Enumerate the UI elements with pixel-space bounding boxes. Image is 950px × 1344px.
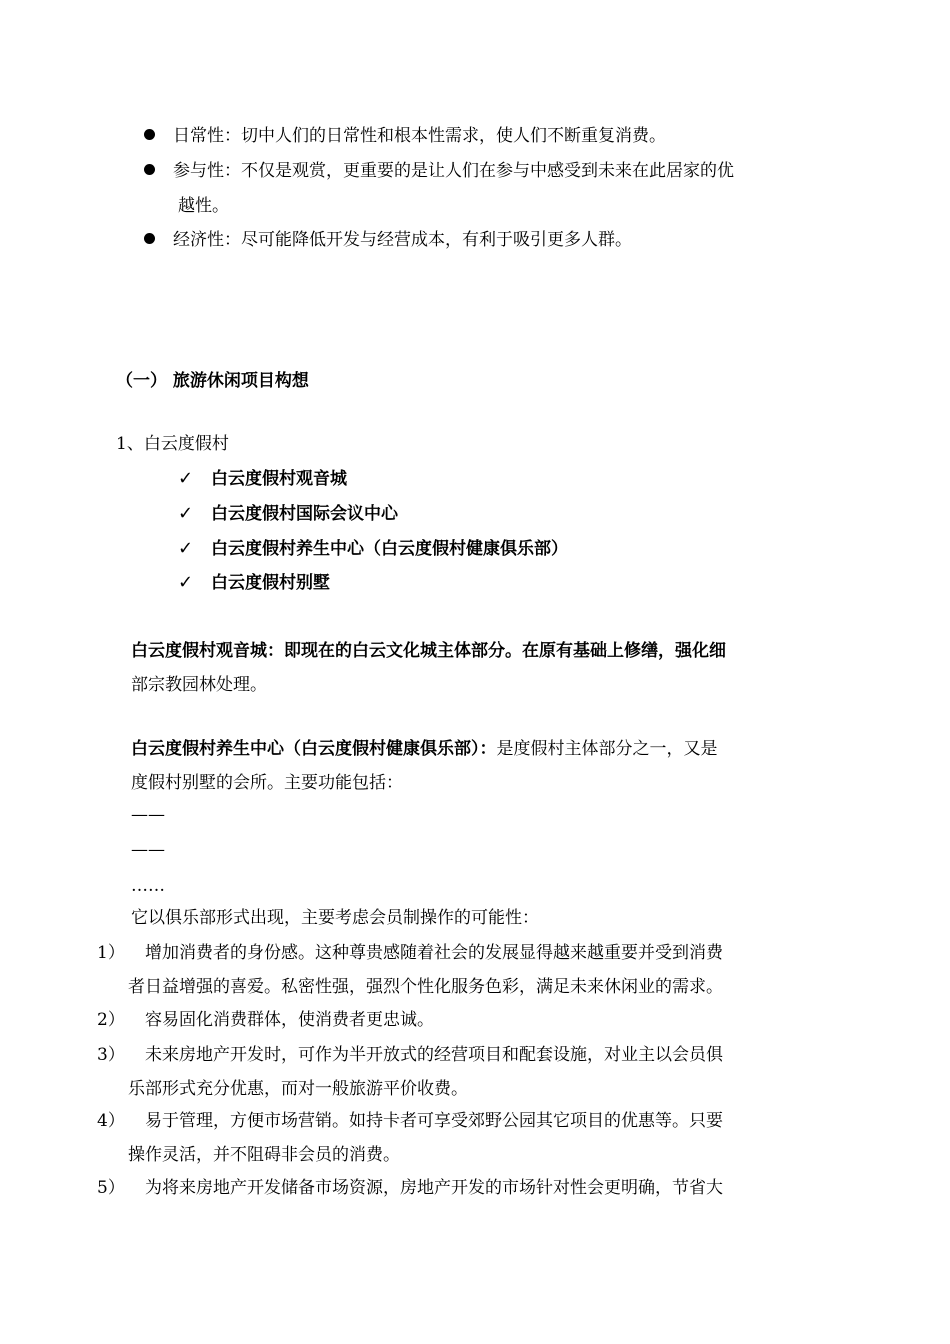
checkmark-icon: ✓	[178, 538, 194, 559]
bullet-dot	[144, 129, 155, 140]
list-item-text: 易于管理，方便市场营销。如持卡者可享受郊野公园其它项目的优惠等。只要	[145, 1111, 723, 1131]
paragraph-text: 是度假村主体部分之一，又是	[496, 739, 718, 759]
paragraph-text: 即现在的白云文化城主体部分。在原有基础上修缮，强化细	[284, 641, 726, 661]
bullet-dot	[144, 233, 155, 244]
list-item-continuation: 者日益增强的喜爱。私密性强，强烈个性化服务色彩，满足未来休闲业的需求。	[128, 977, 723, 997]
checklist-item: 白云度假村别墅	[211, 573, 330, 593]
list-number: 4）	[97, 1111, 125, 1131]
paragraph-lead: 白云度假村养生中心（白云度假村健康俱乐部）：	[131, 739, 497, 759]
dash-line: ——	[131, 840, 165, 860]
list-item-text: 容易固化消费群体，使消费者更忠诚。	[145, 1010, 434, 1030]
dash-line: ——	[131, 805, 165, 825]
list-number: 1）	[97, 943, 125, 963]
club-intro: 它以俱乐部形式出现，主要考虑会员制操作的可能性：	[131, 908, 539, 928]
list-item-text: 未来房地产开发时，可作为半开放式的经营项目和配套设施，对业主以会员俱	[145, 1045, 723, 1065]
section-heading: （一） 旅游休闲项目构想	[116, 371, 309, 391]
bullet-dot	[144, 164, 155, 175]
checkmark-icon: ✓	[178, 572, 194, 593]
subsection-title: 1、白云度假村	[116, 434, 229, 454]
paragraph-continuation: 度假村别墅的会所。主要功能包括：	[131, 773, 403, 793]
checklist-item: 白云度假村养生中心（白云度假村健康俱乐部）	[211, 539, 568, 559]
checkmark-icon: ✓	[178, 468, 194, 489]
list-number: 3）	[97, 1045, 125, 1065]
ellipsis: ……	[131, 876, 165, 896]
bullet-item-text: 日常性：切中人们的日常性和根本性需求，使人们不断重复消费。	[173, 126, 666, 146]
paragraph-guanyin-city	[131, 639, 726, 663]
checklist-item: 白云度假村国际会议中心	[211, 504, 398, 524]
checklist-item: 白云度假村观音城	[211, 469, 347, 489]
paragraph-continuation: 部宗教园林处理。	[131, 675, 267, 695]
checkmark-icon: ✓	[178, 503, 194, 524]
paragraph-lead: 白云度假村观音城：	[131, 641, 284, 661]
list-number: 2）	[97, 1010, 125, 1030]
list-item-continuation: 操作灵活，并不阻碍非会员的消费。	[128, 1145, 400, 1165]
bullet-item-text: 经济性：尽可能降低开发与经营成本，有利于吸引更多人群。	[173, 230, 632, 250]
bullet-item-continuation: 越性。	[178, 196, 229, 216]
list-item-text: 增加消费者的身份感。这种尊贵感随着社会的发展显得越来越重要并受到消费	[145, 943, 723, 963]
list-number: 5）	[97, 1178, 125, 1198]
bullet-item-text: 参与性：不仅是观赏，更重要的是让人们在参与中感受到未来在此居家的优	[173, 161, 734, 181]
paragraph-health-center	[131, 737, 718, 761]
list-item-continuation: 乐部形式充分优惠，而对一般旅游平价收费。	[128, 1079, 468, 1099]
list-item-text: 为将来房地产开发储备市场资源，房地产开发的市场针对性会更明确，节省大	[145, 1178, 723, 1198]
